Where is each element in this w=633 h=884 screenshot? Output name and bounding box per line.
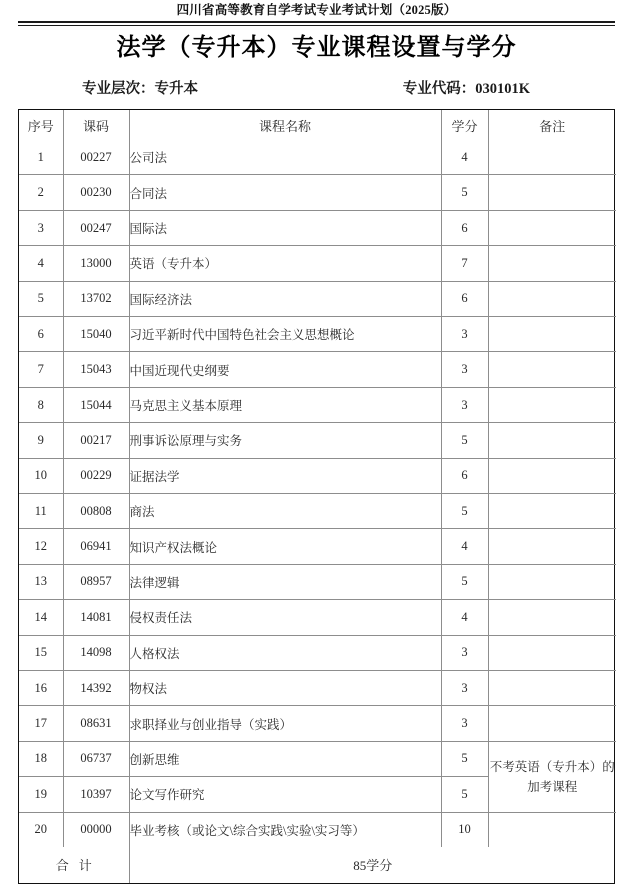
cell-code: 15040 <box>63 317 129 352</box>
cell-credit: 4 <box>441 600 488 635</box>
major-level-label: 专业层次：专升本 <box>82 81 198 98</box>
major-code-label: 专业代码：030101K <box>402 81 530 98</box>
cell-note <box>488 600 616 635</box>
cell-index: 11 <box>19 493 63 528</box>
cell-note <box>488 210 616 245</box>
cell-index: 19 <box>19 777 63 812</box>
cell-index: 12 <box>19 529 63 564</box>
cell-note <box>488 635 616 670</box>
table-row <box>19 140 616 175</box>
page-title: 法学（专升本）专业课程设置与学分 <box>116 35 517 61</box>
cell-code: 00227 <box>63 140 129 175</box>
cell-name: 侵权责任法 <box>129 600 441 635</box>
cell-index: 7 <box>19 352 63 387</box>
cell-credit: 5 <box>441 741 488 776</box>
cell-code: 10397 <box>63 777 129 812</box>
cell-code: 00808 <box>63 493 129 528</box>
cell-name: 国际法 <box>129 210 441 245</box>
table-body <box>19 140 616 847</box>
cell-name: 毕业考核（或论文\综合实践\实验\实习等） <box>129 812 441 847</box>
cell-name: 法律逻辑 <box>129 564 441 599</box>
cell-credit: 3 <box>441 387 488 422</box>
column-header-code: 课码 <box>63 110 129 140</box>
cell-name: 刑事诉讼原理与实务 <box>129 423 441 458</box>
cell-note-merged: 不考英语（专升本）的加考课程 <box>488 741 616 812</box>
cell-credit: 5 <box>441 493 488 528</box>
total-label: 合计 <box>19 847 129 883</box>
cell-code: 00247 <box>63 210 129 245</box>
cell-credit: 5 <box>441 175 488 210</box>
table-row <box>19 706 616 741</box>
cell-code: 15043 <box>63 352 129 387</box>
cell-credit: 6 <box>441 210 488 245</box>
cell-index: 18 <box>19 741 63 776</box>
cell-note <box>488 529 616 564</box>
cell-index: 3 <box>19 210 63 245</box>
table-row <box>19 600 616 635</box>
cell-index: 15 <box>19 635 63 670</box>
header-double-rule <box>18 21 615 26</box>
cell-credit: 3 <box>441 317 488 352</box>
cell-note <box>488 706 616 741</box>
column-header-credit: 学分 <box>441 110 488 140</box>
table-row <box>19 210 616 245</box>
table-row <box>19 458 616 493</box>
cell-index: 20 <box>19 812 63 847</box>
cell-name: 论文写作研究 <box>129 777 441 812</box>
cell-note <box>488 423 616 458</box>
cell-name: 公司法 <box>129 140 441 175</box>
cell-index: 5 <box>19 281 63 316</box>
cell-code: 08631 <box>63 706 129 741</box>
cell-name: 国际经济法 <box>129 281 441 316</box>
cell-code: 13000 <box>63 246 129 281</box>
running-head: 四川省高等教育自学考试专业考试计划（2025版） <box>176 3 457 17</box>
cell-code: 13702 <box>63 281 129 316</box>
table-head <box>19 110 616 140</box>
cell-index: 1 <box>19 140 63 175</box>
cell-note <box>488 493 616 528</box>
total-credits-value: 85学分 <box>129 847 616 883</box>
cell-index: 2 <box>19 175 63 210</box>
table-row <box>19 493 616 528</box>
cell-credit: 7 <box>441 246 488 281</box>
table-row <box>19 564 616 599</box>
cell-index: 9 <box>19 423 63 458</box>
cell-credit: 3 <box>441 635 488 670</box>
cell-index: 17 <box>19 706 63 741</box>
course-table-wrapper <box>18 109 615 884</box>
table-row <box>19 529 616 564</box>
cell-name: 证据法学 <box>129 458 441 493</box>
total-row <box>19 847 616 883</box>
cell-code: 00000 <box>63 812 129 847</box>
cell-code: 06737 <box>63 741 129 776</box>
cell-credit: 5 <box>441 777 488 812</box>
meta-row <box>82 79 612 99</box>
cell-name: 习近平新时代中国特色社会主义思想概论 <box>129 317 441 352</box>
cell-credit: 6 <box>441 281 488 316</box>
cell-name: 创新思维 <box>129 741 441 776</box>
cell-note <box>488 281 616 316</box>
cell-credit: 6 <box>441 458 488 493</box>
table-row <box>19 812 616 847</box>
cell-credit: 4 <box>441 529 488 564</box>
cell-code: 14392 <box>63 670 129 705</box>
cell-name: 求职择业与创业指导（实践） <box>129 706 441 741</box>
cell-name: 合同法 <box>129 175 441 210</box>
table-row <box>19 317 616 352</box>
cell-credit: 5 <box>441 423 488 458</box>
cell-index: 14 <box>19 600 63 635</box>
cell-note <box>488 458 616 493</box>
column-header-name: 课程名称 <box>129 110 441 140</box>
cell-index: 16 <box>19 670 63 705</box>
table-row <box>19 175 616 210</box>
cell-note <box>488 246 616 281</box>
cell-code: 06941 <box>63 529 129 564</box>
cell-credit: 4 <box>441 140 488 175</box>
table-row <box>19 246 616 281</box>
cell-code: 15044 <box>63 387 129 422</box>
cell-credit: 3 <box>441 352 488 387</box>
cell-note <box>488 175 616 210</box>
cell-note <box>488 812 616 847</box>
cell-index: 8 <box>19 387 63 422</box>
cell-note <box>488 317 616 352</box>
column-header-note: 备注 <box>488 110 616 140</box>
cell-name: 物权法 <box>129 670 441 705</box>
cell-code: 14081 <box>63 600 129 635</box>
table-row <box>19 670 616 705</box>
table-row <box>19 281 616 316</box>
cell-name: 英语（专升本） <box>129 246 441 281</box>
cell-code: 00229 <box>63 458 129 493</box>
cell-credit: 3 <box>441 706 488 741</box>
cell-note <box>488 670 616 705</box>
cell-name: 商法 <box>129 493 441 528</box>
table-row <box>19 635 616 670</box>
table-header-row <box>19 110 616 140</box>
cell-credit: 5 <box>441 564 488 599</box>
cell-note <box>488 564 616 599</box>
cell-credit: 10 <box>441 812 488 847</box>
column-header-index: 序号 <box>19 110 63 140</box>
cell-name: 知识产权法概论 <box>129 529 441 564</box>
cell-code: 00217 <box>63 423 129 458</box>
cell-index: 13 <box>19 564 63 599</box>
cell-index: 6 <box>19 317 63 352</box>
cell-name: 马克思主义基本原理 <box>129 387 441 422</box>
cell-index: 4 <box>19 246 63 281</box>
cell-name: 人格权法 <box>129 635 441 670</box>
cell-code: 14098 <box>63 635 129 670</box>
cell-note <box>488 140 616 175</box>
table-row <box>19 352 616 387</box>
cell-code: 08957 <box>63 564 129 599</box>
table-foot <box>19 847 616 883</box>
cell-credit: 3 <box>441 670 488 705</box>
cell-index: 10 <box>19 458 63 493</box>
table-row <box>19 387 616 422</box>
cell-note <box>488 352 616 387</box>
cell-note <box>488 387 616 422</box>
cell-name: 中国近现代史纲要 <box>129 352 441 387</box>
cell-code: 00230 <box>63 175 129 210</box>
table-row <box>19 741 616 776</box>
table-row <box>19 423 616 458</box>
course-table <box>19 110 616 883</box>
